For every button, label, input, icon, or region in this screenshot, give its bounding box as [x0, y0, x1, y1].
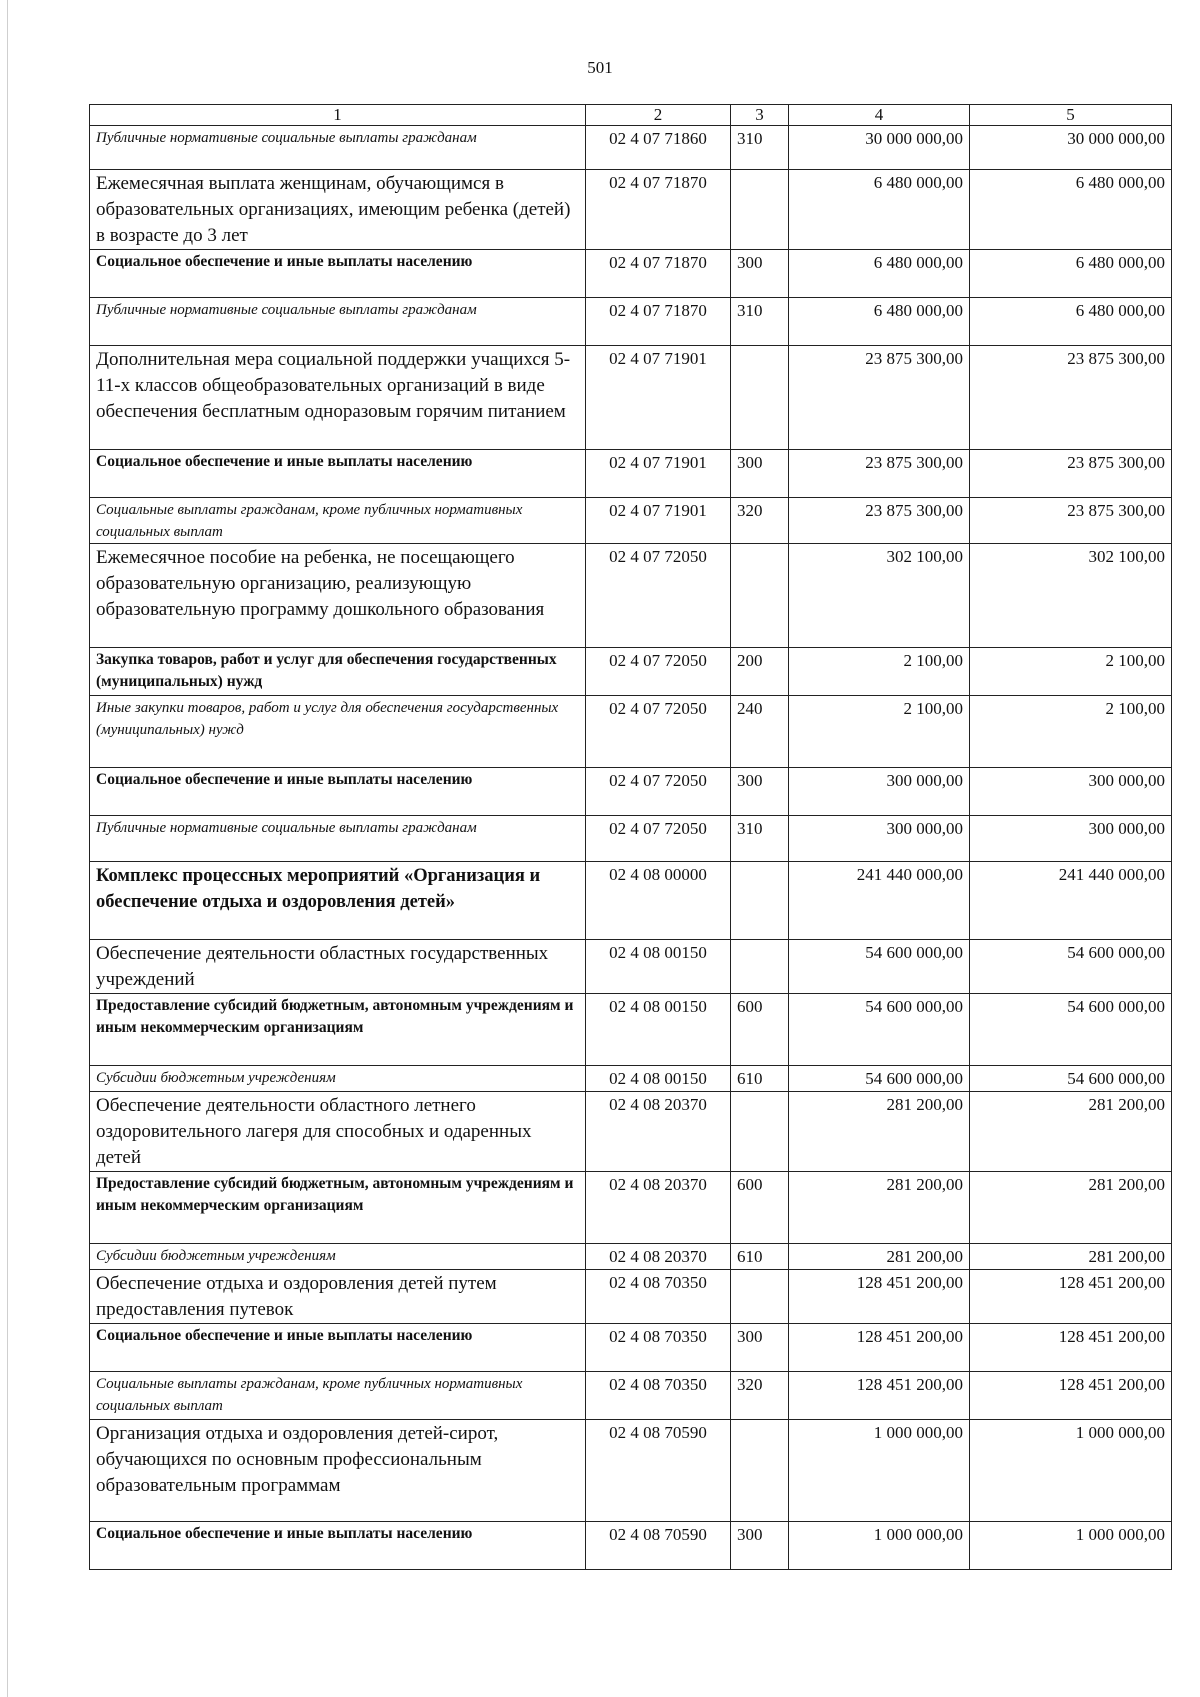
row-name: Социальное обеспечение и иные выплаты населению	[90, 250, 586, 298]
row-type: 610	[731, 1244, 789, 1270]
row-code: 02 4 07 71870	[586, 170, 731, 250]
row-type: 300	[731, 1522, 789, 1570]
row-code: 02 4 08 20370	[586, 1244, 731, 1270]
row-value-5: 54 600 000,00	[970, 994, 1172, 1066]
row-name: Закупка товаров, работ и услуг для обеспечения государственных (муниципальных) нужд	[90, 648, 586, 696]
row-value-4: 281 200,00	[789, 1172, 970, 1244]
row-name: Социальные выплаты гражданам, кроме публичных нормативных социальных выплат	[90, 1372, 586, 1420]
row-type: 300	[731, 1324, 789, 1372]
row-value-5: 6 480 000,00	[970, 298, 1172, 346]
row-code: 02 4 08 00000	[586, 862, 731, 940]
row-name: Социальные выплаты гражданам, кроме публичных нормативных социальных выплат	[90, 498, 586, 544]
header-col-3: 3	[731, 105, 789, 126]
row-code: 02 4 07 72050	[586, 544, 731, 648]
row-value-4: 54 600 000,00	[789, 940, 970, 994]
row-code: 02 4 08 20370	[586, 1172, 731, 1244]
row-type: 320	[731, 1372, 789, 1420]
row-value-5: 300 000,00	[970, 816, 1172, 862]
row-name: Ежемесячное пособие на ребенка, не посещающего образовательную организацию, реализующую образовательную программу дошкольного образования	[90, 544, 586, 648]
row-code: 02 4 08 20370	[586, 1092, 731, 1172]
row-value-4: 23 875 300,00	[789, 450, 970, 498]
row-name: Публичные нормативные социальные выплаты гражданам	[90, 816, 586, 862]
row-name: Ежемесячная выплата женщинам, обучающимся в образовательных организациях, имеющим ребенка (детей) в возрасте до 3 лет	[90, 170, 586, 250]
table-row	[90, 940, 1172, 994]
table-row	[90, 1066, 1172, 1092]
row-code: 02 4 07 72050	[586, 816, 731, 862]
row-name: Субсидии бюджетным учреждениям	[90, 1244, 586, 1270]
row-code: 02 4 08 70350	[586, 1372, 731, 1420]
row-value-5: 1 000 000,00	[970, 1420, 1172, 1522]
row-value-5: 54 600 000,00	[970, 940, 1172, 994]
table-row	[90, 696, 1172, 768]
table-row	[90, 1324, 1172, 1372]
table-row	[90, 768, 1172, 816]
row-value-4: 1 000 000,00	[789, 1522, 970, 1570]
table-row	[90, 170, 1172, 250]
row-name: Комплекс процессных мероприятий «Организация и обеспечение отдыха и оздоровления детей»	[90, 862, 586, 940]
row-value-5: 128 451 200,00	[970, 1270, 1172, 1324]
row-type	[731, 940, 789, 994]
row-value-4: 2 100,00	[789, 696, 970, 768]
row-code: 02 4 08 00150	[586, 940, 731, 994]
row-value-5: 54 600 000,00	[970, 1066, 1172, 1092]
row-value-5: 241 440 000,00	[970, 862, 1172, 940]
row-value-5: 302 100,00	[970, 544, 1172, 648]
scan-margin-line	[7, 0, 8, 1697]
row-type: 600	[731, 1172, 789, 1244]
table-row	[90, 1244, 1172, 1270]
row-value-5: 281 200,00	[970, 1092, 1172, 1172]
row-value-5: 2 100,00	[970, 696, 1172, 768]
row-value-5: 281 200,00	[970, 1172, 1172, 1244]
row-type: 300	[731, 450, 789, 498]
row-name: Иные закупки товаров, работ и услуг для обеспечения государственных (муниципальных) нужд	[90, 696, 586, 768]
row-value-4: 6 480 000,00	[789, 250, 970, 298]
table-row	[90, 1172, 1172, 1244]
row-name: Предоставление субсидий бюджетным, автономным учреждениям и иным некоммерческим организациям	[90, 1172, 586, 1244]
row-value-4: 281 200,00	[789, 1092, 970, 1172]
row-name: Социальное обеспечение и иные выплаты населению	[90, 1522, 586, 1570]
row-name: Обеспечение деятельности областных государственных учреждений	[90, 940, 586, 994]
row-code: 02 4 08 00150	[586, 994, 731, 1066]
row-value-4: 6 480 000,00	[789, 298, 970, 346]
row-code: 02 4 07 71860	[586, 126, 731, 170]
row-value-4: 30 000 000,00	[789, 126, 970, 170]
header-col-5: 5	[970, 105, 1172, 126]
header-col-4: 4	[789, 105, 970, 126]
header-col-2: 2	[586, 105, 731, 126]
row-name: Социальное обеспечение и иные выплаты населению	[90, 1324, 586, 1372]
row-type: 320	[731, 498, 789, 544]
row-code: 02 4 07 71901	[586, 346, 731, 450]
row-type: 600	[731, 994, 789, 1066]
row-type	[731, 1092, 789, 1172]
row-value-5: 23 875 300,00	[970, 346, 1172, 450]
row-value-4: 128 451 200,00	[789, 1324, 970, 1372]
row-name: Предоставление субсидий бюджетным, автономным учреждениям и иным некоммерческим организациям	[90, 994, 586, 1066]
row-value-4: 300 000,00	[789, 816, 970, 862]
table-row	[90, 346, 1172, 450]
row-value-4: 302 100,00	[789, 544, 970, 648]
table-row	[90, 1420, 1172, 1522]
row-value-4: 300 000,00	[789, 768, 970, 816]
row-code: 02 4 07 71901	[586, 498, 731, 544]
row-name: Субсидии бюджетным учреждениям	[90, 1066, 586, 1092]
table-row	[90, 250, 1172, 298]
row-value-4: 1 000 000,00	[789, 1420, 970, 1522]
table-row	[90, 450, 1172, 498]
row-code: 02 4 07 72050	[586, 696, 731, 768]
row-type	[731, 170, 789, 250]
table-row	[90, 1522, 1172, 1570]
row-type: 310	[731, 816, 789, 862]
row-name: Организация отдыха и оздоровления детей-сирот, обучающихся по основным профессиональным образовательным программам	[90, 1420, 586, 1522]
row-value-5: 6 480 000,00	[970, 170, 1172, 250]
table-row	[90, 1270, 1172, 1324]
row-code: 02 4 08 70590	[586, 1420, 731, 1522]
row-name: Обеспечение деятельности областного летнего оздоровительного лагеря для способных и одаренных детей	[90, 1092, 586, 1172]
row-code: 02 4 07 71870	[586, 250, 731, 298]
row-type: 200	[731, 648, 789, 696]
row-value-5: 23 875 300,00	[970, 450, 1172, 498]
budget-table	[89, 104, 1172, 1570]
row-name: Публичные нормативные социальные выплаты гражданам	[90, 298, 586, 346]
row-code: 02 4 08 70590	[586, 1522, 731, 1570]
row-value-4: 6 480 000,00	[789, 170, 970, 250]
row-type	[731, 346, 789, 450]
row-type	[731, 862, 789, 940]
row-name: Обеспечение отдыха и оздоровления детей путем предоставления путевок	[90, 1270, 586, 1324]
row-code: 02 4 08 70350	[586, 1324, 731, 1372]
table-row	[90, 994, 1172, 1066]
row-value-4: 23 875 300,00	[789, 346, 970, 450]
row-value-4: 23 875 300,00	[789, 498, 970, 544]
row-name: Публичные нормативные социальные выплаты гражданам	[90, 126, 586, 170]
row-code: 02 4 07 71870	[586, 298, 731, 346]
row-type: 610	[731, 1066, 789, 1092]
row-code: 02 4 07 72050	[586, 768, 731, 816]
row-value-5: 128 451 200,00	[970, 1372, 1172, 1420]
table-row	[90, 816, 1172, 862]
row-code: 02 4 08 70350	[586, 1270, 731, 1324]
table-row	[90, 648, 1172, 696]
row-type: 300	[731, 250, 789, 298]
row-type	[731, 1420, 789, 1522]
page-number: 501	[587, 58, 613, 77]
row-value-4: 128 451 200,00	[789, 1270, 970, 1324]
row-name: Дополнительная мера социальной поддержки учащихся 5-11-х классов общеобразовательных организаций в виде обеспечения бесплатным одноразовым горячим питанием	[90, 346, 586, 450]
row-value-5: 6 480 000,00	[970, 250, 1172, 298]
table-row	[90, 544, 1172, 648]
table-header-row	[90, 105, 1172, 126]
row-value-4: 54 600 000,00	[789, 994, 970, 1066]
row-value-5: 23 875 300,00	[970, 498, 1172, 544]
row-value-5: 2 100,00	[970, 648, 1172, 696]
row-value-5: 281 200,00	[970, 1244, 1172, 1270]
row-name: Социальное обеспечение и иные выплаты населению	[90, 450, 586, 498]
row-type: 310	[731, 298, 789, 346]
table-row	[90, 126, 1172, 170]
header-col-1: 1	[90, 105, 586, 126]
table-row	[90, 1372, 1172, 1420]
row-value-4: 128 451 200,00	[789, 1372, 970, 1420]
table-row	[90, 298, 1172, 346]
row-value-4: 241 440 000,00	[789, 862, 970, 940]
row-value-4: 54 600 000,00	[789, 1066, 970, 1092]
table-row	[90, 498, 1172, 544]
table-row	[90, 862, 1172, 940]
row-type: 310	[731, 126, 789, 170]
row-code: 02 4 07 71901	[586, 450, 731, 498]
row-code: 02 4 08 00150	[586, 1066, 731, 1092]
row-type: 300	[731, 768, 789, 816]
row-code: 02 4 07 72050	[586, 648, 731, 696]
table-row	[90, 1092, 1172, 1172]
row-value-5: 1 000 000,00	[970, 1522, 1172, 1570]
row-name: Социальное обеспечение и иные выплаты населению	[90, 768, 586, 816]
row-type: 240	[731, 696, 789, 768]
row-value-4: 281 200,00	[789, 1244, 970, 1270]
row-value-5: 300 000,00	[970, 768, 1172, 816]
row-type	[731, 1270, 789, 1324]
row-value-5: 128 451 200,00	[970, 1324, 1172, 1372]
row-type	[731, 544, 789, 648]
row-value-4: 2 100,00	[789, 648, 970, 696]
row-value-5: 30 000 000,00	[970, 126, 1172, 170]
